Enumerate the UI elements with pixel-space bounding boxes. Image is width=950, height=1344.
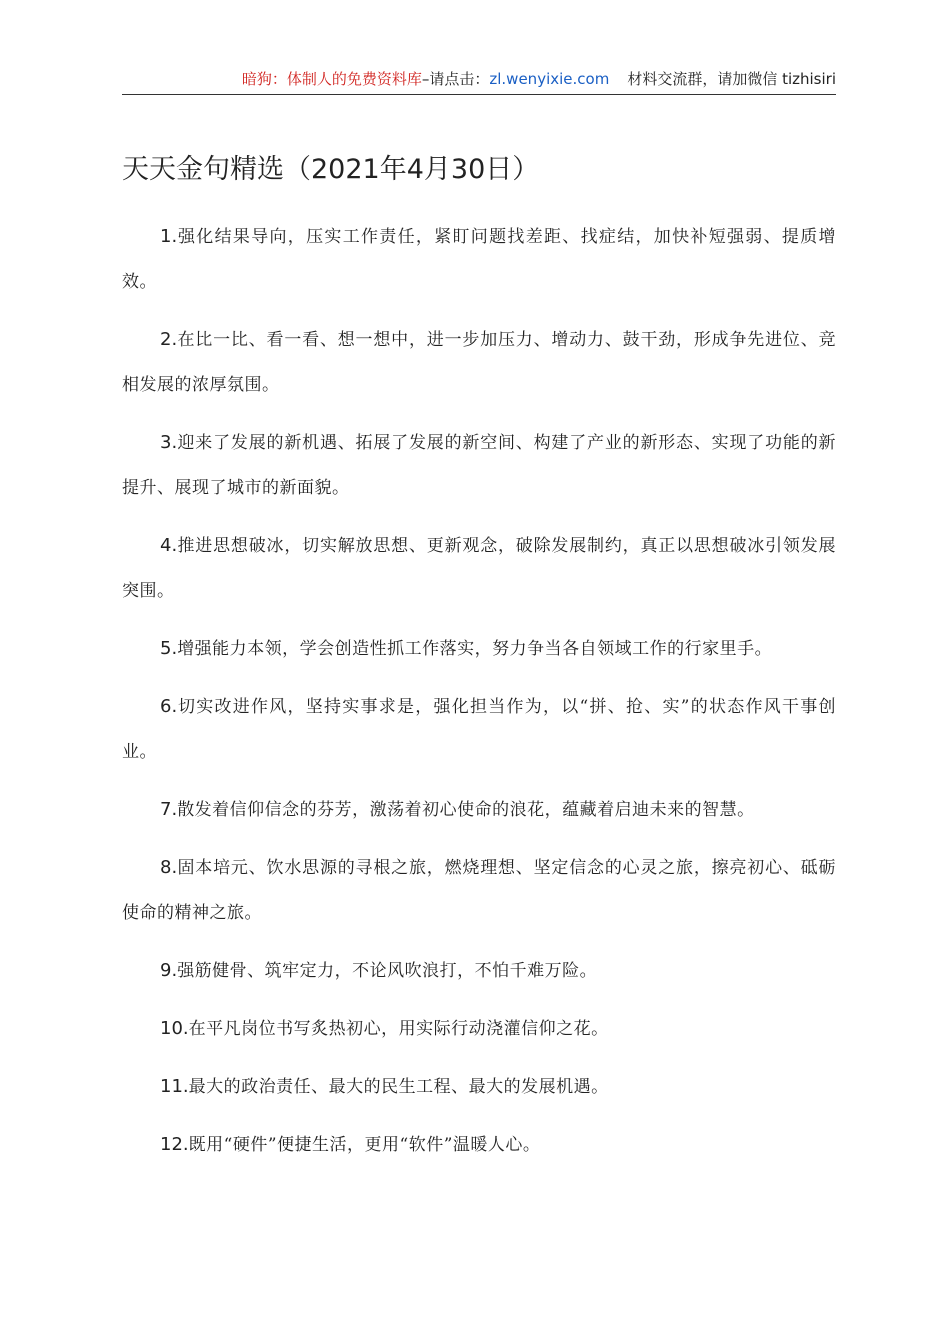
quote-number: 7. — [160, 799, 178, 820]
quote-text: 增强能力本领，学会创造性抓工作落实，努力争当各自领域工作的行家里手。 — [177, 639, 773, 659]
quote-item-8 — [122, 845, 836, 936]
quote-text: 在比一比、看一看、想一想中，进一步加压力、增动力、鼓干劲，形成争先进位、竞相发展的浓厚氛围。 — [122, 330, 836, 395]
quote-text: 推进思想破冰，切实解放思想、更新观念，破除发展制约，真正以思想破冰引领发展突围。 — [122, 536, 836, 601]
quote-item-12 — [122, 1122, 836, 1168]
quote-text: 强化结果导向，压实工作责任，紧盯问题找差距、找症结，加快补短强弱、提质增效。 — [122, 227, 836, 292]
quote-number: 4. — [160, 535, 178, 556]
quote-number: 3. — [160, 432, 178, 453]
quote-number: 12. — [160, 1134, 189, 1155]
quote-item-2 — [122, 317, 836, 408]
quote-item-10 — [122, 1006, 836, 1052]
quote-number: 6. — [160, 696, 178, 717]
quote-text: 迎来了发展的新机遇、拓展了发展的新空间、构建了产业的新形态、实现了功能的新提升、展现了城市的新面貌。 — [122, 433, 836, 498]
header-link[interactable]: zl.wenyixie.com — [489, 70, 610, 88]
quote-text: 在平凡岗位书写炙热初心，用实际行动浇灌信仰之花。 — [188, 1019, 609, 1039]
quote-number: 11. — [160, 1076, 189, 1097]
quote-item-9 — [122, 948, 836, 994]
quote-text: 固本培元、饮水思源的寻根之旅，燃烧理想、坚定信念的心灵之旅，擦亮初心、砥砺使命的精神之旅。 — [122, 858, 836, 923]
document-title: 天天金句精选（2021年4月30日） — [122, 154, 540, 185]
quote-item-3 — [122, 420, 836, 511]
quote-number: 8. — [160, 857, 178, 878]
quote-item-11 — [122, 1064, 836, 1110]
quote-number: 5. — [160, 638, 178, 659]
header-contact: 材料交流群，请加微信 tizhisiri — [627, 70, 836, 88]
quote-item-1 — [122, 214, 836, 305]
header-prompt: –请点击： — [421, 70, 490, 88]
quote-list — [122, 214, 836, 1180]
quote-item-6 — [122, 684, 836, 775]
quote-number: 9. — [160, 960, 178, 981]
quote-number: 1. — [160, 226, 178, 247]
quote-item-7 — [122, 787, 836, 833]
quote-text: 切实改进作风，坚持实事求是，强化担当作为，以“拼、抢、实”的状态作风干事创业。 — [122, 697, 836, 762]
quote-text: 最大的政治责任、最大的民生工程、最大的发展机遇。 — [188, 1077, 609, 1097]
quote-item-5 — [122, 626, 836, 672]
quote-text: 散发着信仰信念的芬芳，激荡着初心使命的浪花，蕴藏着启迪未来的智慧。 — [177, 800, 755, 820]
page-header — [122, 64, 836, 95]
quote-text: 既用“硬件”便捷生活，更用“软件”温暖人心。 — [188, 1135, 541, 1155]
quote-number: 2. — [160, 329, 178, 350]
header-brand: 暗狗：体制人的免费资料库 — [241, 70, 422, 88]
quote-item-4 — [122, 523, 836, 614]
quote-text: 强筋健骨、筑牢定力，不论风吹浪打，不怕千难万险。 — [177, 961, 598, 981]
quote-number: 10. — [160, 1018, 189, 1039]
